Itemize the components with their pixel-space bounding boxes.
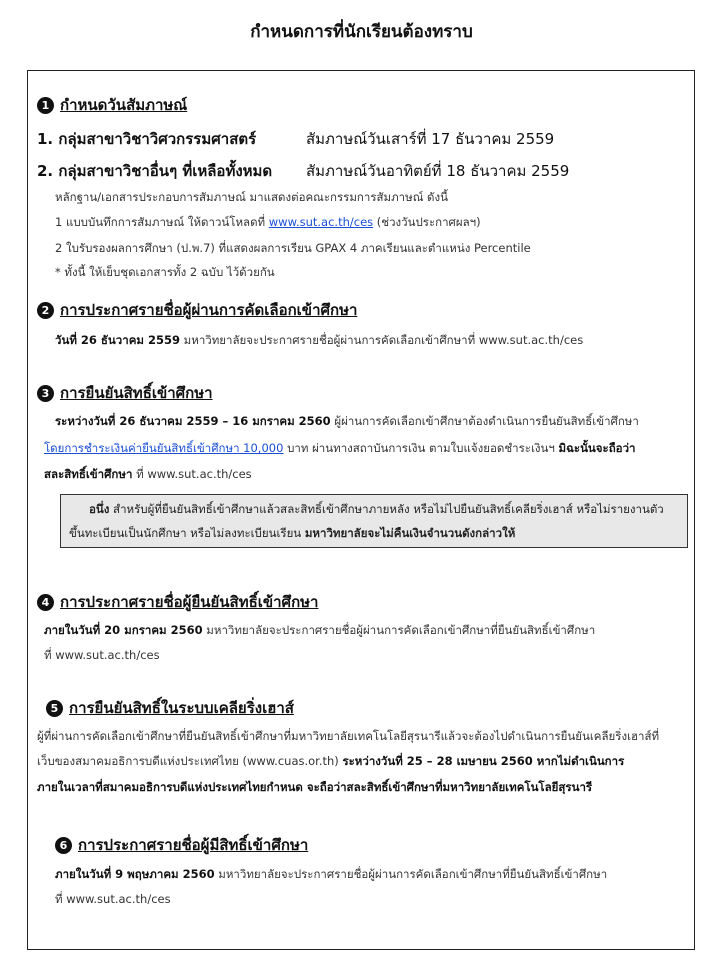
section-5-line-2-text: เว็บของสมาคมอธิการบดีแห่งประเทศไทย (www.cuas.or.th) (37, 754, 343, 768)
section-5-line-2 (37, 753, 624, 771)
number-4-icon: 4 (37, 594, 54, 611)
document-item-1 (55, 214, 481, 232)
refund-note-line-2 (69, 525, 515, 543)
section-3-warning: มิฉะนั้นจะถือว่า (558, 441, 636, 455)
section-2-text (55, 332, 583, 350)
clearing-house-period: ระหว่างวันที่ 25 – 28 เมษายน 2560 หากไม่ดำเนินการ (342, 754, 625, 768)
section-6-date: ภายในวันที่ 9 พฤษภาคม 2560 (55, 867, 215, 881)
faculty-row-2-date: สัมภาษณ์วันอาทิตย์ที่ 18 ธันวาคม 2559 (306, 162, 570, 180)
note-line-2-text: ขึ้นทะเบียนเป็นนักศึกษา หรือไม่ลงทะเบียนเรียน (69, 526, 305, 540)
confirm-period: ระหว่างวันที่ 26 ธันวาคม 2559 – 16 มกราคม 2560 (55, 414, 331, 428)
faculty-row-2-label: 2. กลุ่มสาขาวิชาอื่นๆ ที่เหลือทั้งหมด (37, 162, 273, 180)
note-lead: อนึ่ง (89, 502, 110, 516)
document-note: * ทั้งนี้ ให้เย็บชุดเอกสารทั้ง 2 ฉบับ ไว้ด้วยกัน (55, 265, 275, 279)
number-1-icon: 1 (37, 97, 54, 114)
section-3-line-3-text: ที่ www.sut.ac.th/ces (132, 467, 252, 481)
faculty-row-1-label: 1. กลุ่มสาขาวิชาวิศวกรรมศาสตร์ (37, 130, 257, 148)
section-6-line-2: ที่ www.sut.ac.th/ces (55, 892, 171, 906)
section-6-body: มหาวิทยาลัยจะประกาศรายชื่อผู้ผ่านการคัดเลือกเข้าศึกษาที่ยืนยันสิทธิ์เข้าศึกษา (214, 867, 608, 881)
forfeit-text: สละสิทธิ์เข้าศึกษา (44, 467, 133, 481)
number-5-icon: 5 (46, 700, 63, 717)
documents-intro: หลักฐาน/เอกสารประกอบการสัมภาษณ์ มาแสดงต่อคณะกรรมการสัมภาษณ์ ดังนี้ (55, 190, 448, 204)
section-6-line-1 (55, 866, 607, 884)
page-title: กำหนดการที่นักเรียนต้องทราบ (250, 22, 473, 42)
note-line-1-text: สำหรับผู้ที่ยืนยันสิทธิ์เข้าศึกษาแล้วสละสิทธิ์เข้าศึกษาภายหลัง หรือไม่ไปยืนยันสิทธิ์เคลียริ่งเฮาส์ หรือไม่รายงานตัว (109, 502, 664, 516)
section-6-heading (55, 833, 308, 857)
section-4-title: การประกาศรายชื่อผู้ยืนยันสิทธิ์เข้าศึกษา (60, 593, 319, 611)
refund-note-line-1 (89, 501, 664, 519)
section-5-title: การยืนยันสิทธิ์ในระบบเคลียริ่งเฮาส์ (69, 699, 294, 717)
section-6-title: การประกาศรายชื่อผู้มีสิทธิ์เข้าศึกษา (78, 836, 309, 854)
section-3-heading (37, 381, 213, 405)
document-item-1-note: (ช่วงวันประกาศผลฯ) (373, 215, 481, 229)
document-item-1-text: 1 แบบบันทึกการสัมภาษณ์ ให้ดาวน์โหลดที่ (55, 215, 269, 229)
section-3-line-3 (44, 466, 252, 484)
number-3-icon: 3 (37, 385, 54, 402)
section-4-heading (37, 590, 318, 614)
payment-link[interactable]: โดยการชำระเงินค่ายืนยันสิทธิ์เข้าศึกษา 10,000 (44, 441, 284, 455)
clearing-house-warning: ภายในเวลาที่สมาคมอธิการบดีแห่งประเทศไทยกำหนด จะถือว่าสละสิทธิ์เข้าศึกษาที่มหาวิทยาลัยเทคโนโลยีสุรนารี (37, 780, 593, 794)
section-2-body: มหาวิทยาลัยจะประกาศรายชื่อผู้ผ่านการคัดเลือกเข้าศึกษาที่ www.sut.ac.th/ces (180, 333, 584, 347)
document-item-2: 2 ใบรับรองผลการศึกษา (ป.พ.7) ที่แสดงผลการเรียน GPAX 4 ภาคเรียนและตำแหน่ง Percentile (55, 241, 531, 255)
faculty-row-1-date: สัมภาษณ์วันเสาร์ที่ 17 ธันวาคม 2559 (306, 130, 555, 148)
section-5-heading (46, 696, 294, 720)
section-4-line-2: ที่ www.sut.ac.th/ces (44, 648, 160, 662)
section-4-line-1 (44, 622, 595, 640)
number-2-icon: 2 (37, 302, 54, 319)
section-3-line-1-text: ผู้ผ่านการคัดเลือกเข้าศึกษาต้องดำเนินการยืนยันสิทธิ์เข้าศึกษา (330, 414, 639, 428)
number-6-icon: 6 (55, 837, 72, 854)
no-refund-text: มหาวิทยาลัยจะไม่คืนเงินจำนวนดังกล่าวให้ (304, 526, 516, 540)
section-4-body: มหาวิทยาลัยจะประกาศรายชื่อผู้ผ่านการคัดเลือกเข้าศึกษาที่ยืนยันสิทธิ์เข้าศึกษา (202, 623, 596, 637)
section-2-title: การประกาศรายชื่อผู้ผ่านการคัดเลือกเข้าศึกษา (60, 301, 358, 319)
section-3-title: การยืนยันสิทธิ์เข้าศึกษา (60, 384, 213, 402)
section-2-date: วันที่ 26 ธันวาคม 2559 (55, 333, 180, 347)
section-3-line-1 (55, 413, 639, 431)
section-3-line-2 (44, 440, 636, 458)
refund-note-box (60, 494, 688, 548)
section-4-date: ภายในวันที่ 20 มกราคม 2560 (44, 623, 203, 637)
section-3-line-2-text: บาท ผ่านทางสถาบันการเงิน ตามใบแจ้งยอดชำระเงินฯ (283, 441, 559, 455)
section-1-heading (37, 93, 187, 117)
section-1-title: กำหนดวันสัมภาษณ์ (60, 96, 188, 114)
section-2-heading (37, 298, 357, 322)
section-5-line-3 (37, 779, 592, 797)
download-link[interactable]: www.sut.ac.th/ces (268, 215, 374, 229)
section-5-line-1: ผู้ที่ผ่านการคัดเลือกเข้าศึกษาที่ยืนยันสิทธิ์เข้าศึกษาที่มหาวิทยาลัยเทคโนโลยีสุรนารีแล้วจะต้องไปดำเนินการยืนยันเคลียริ่งเฮาส์ที่ (37, 729, 660, 743)
